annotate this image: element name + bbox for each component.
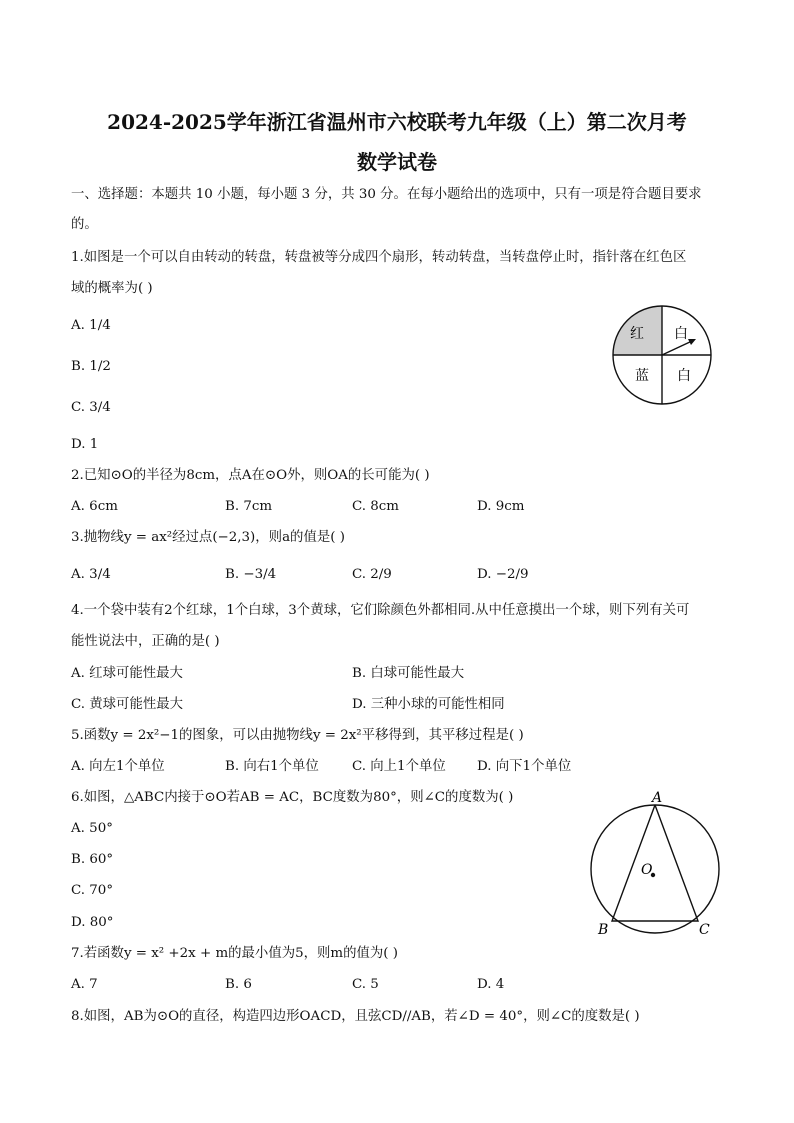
q3-stem: 3.抛物线y = ax²经过点(−2,3)，则a的值是( ) — [71, 530, 345, 545]
spinner-label-red: 红 — [630, 326, 644, 342]
q5-option-d: D. 向下1个单位 — [477, 759, 572, 774]
q6-option-a: A. 50° — [71, 821, 113, 836]
triangle-abc — [612, 805, 698, 921]
q6-stem: 6.如图，△ABC内接于⊙O若AB = AC，BC度数为80°，则∠C的度数为( ) — [71, 790, 514, 805]
point-label-a: A — [652, 790, 663, 806]
spinner-label-white-top: 白 — [674, 326, 688, 342]
spinner-pointer — [662, 341, 692, 355]
title-line-2: 数学试卷 — [357, 150, 437, 174]
spinner-label-blue: 蓝 — [635, 368, 649, 384]
q4-option-c: C. 黄球可能性最大 — [71, 697, 184, 712]
q3-option-b: B. −3/4 — [225, 567, 277, 582]
q1-option-c: C. 3/4 — [71, 400, 111, 415]
q3-option-d: D. −2/9 — [477, 567, 529, 582]
q4-stem-line-2: 能性说法中，正确的是( ) — [71, 634, 220, 649]
q2-option-c: C. 8cm — [352, 499, 399, 514]
q7-option-d: D. 4 — [477, 977, 505, 992]
q5-stem: 5.函数y = 2x²−1的图象，可以由抛物线y = 2x²平移得到，其平移过程是( ) — [71, 728, 524, 743]
q2-option-a: A. 6cm — [71, 499, 118, 514]
q7-option-b: B. 6 — [225, 977, 252, 992]
q4-option-a: A. 红球可能性最大 — [71, 666, 183, 681]
point-label-o: O — [641, 862, 653, 878]
section-instruction-line-1: 一、选择题：本题共 10 小题，每小题 3 分，共 30 分。在每小题给出的选项中，只有一项是符合题目要求 — [71, 187, 702, 202]
q3-option-a: A. 3/4 — [71, 567, 111, 582]
q2-stem: 2.已知⊙O的半径为8cm，点A在⊙O外，则OA的长可能为( ) — [71, 468, 430, 483]
q2-option-d: D. 9cm — [477, 499, 525, 514]
section-instruction-line-2: 的。 — [71, 217, 98, 232]
q8-stem: 8.如图，AB为⊙O的直径，构造四边形OACD，且弦CD//AB，若∠D = 40°，则∠C的度数是( ) — [71, 1009, 640, 1024]
q5-option-b: B. 向右1个单位 — [225, 759, 319, 774]
title-line-1: 2024-2025学年浙江省温州市六校联考九年级（上）第二次月考 — [107, 110, 687, 134]
q7-option-c: C. 5 — [352, 977, 379, 992]
q5-option-a: A. 向左1个单位 — [71, 759, 165, 774]
q1-option-a: A. 1/4 — [71, 318, 111, 333]
q6-option-b: B. 60° — [71, 852, 114, 867]
spinner-label-white-bottom: 白 — [677, 368, 691, 384]
q6-option-c: C. 70° — [71, 883, 114, 898]
q5-option-c: C. 向上1个单位 — [352, 759, 446, 774]
q4-option-b: B. 白球可能性最大 — [352, 666, 465, 681]
point-label-c: C — [699, 922, 710, 938]
q7-stem: 7.若函数y = x² +2x + m的最小值为5，则m的值为( ) — [71, 946, 398, 961]
q7-option-a: A. 7 — [71, 977, 98, 992]
q3-option-c: C. 2/9 — [352, 567, 392, 582]
q4-option-d: D. 三种小球的可能性相同 — [352, 697, 505, 712]
q4-stem-line-1: 4.一个袋中装有2个红球，1个白球，3个黄球，它们除颜色外都相同.从中任意摸出一个球，则下列有关可 — [71, 603, 690, 618]
q1-stem-line-1: 1.如图是一个可以自由转动的转盘，转盘被等分成四个扇形，转动转盘，当转盘停止时，指针落在红色区 — [71, 250, 687, 265]
q1-stem-line-2: 域的概率为( ) — [71, 281, 153, 296]
circle-triangle-figure — [585, 788, 725, 938]
circumcircle — [591, 805, 719, 933]
q1-option-d: D. 1 — [71, 437, 99, 452]
q1-option-b: B. 1/2 — [71, 359, 111, 374]
q2-option-b: B. 7cm — [225, 499, 273, 514]
q6-option-d: D. 80° — [71, 915, 114, 930]
point-label-b: B — [598, 922, 609, 938]
spinner-figure — [608, 305, 718, 411]
